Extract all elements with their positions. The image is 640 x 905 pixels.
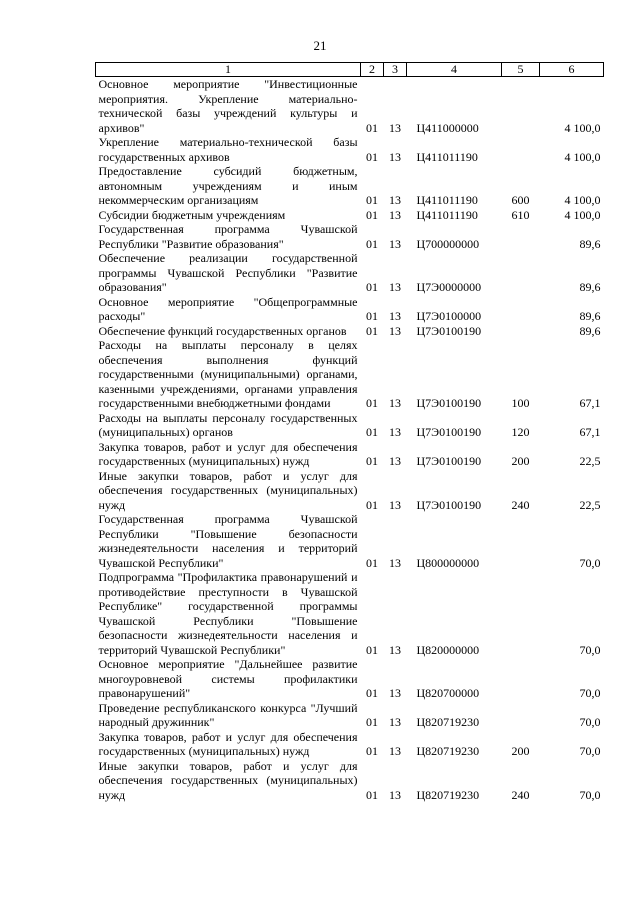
row-section: 01 [366,787,378,802]
row-section: 01 [366,207,378,222]
row-expense-type [502,222,540,251]
row-expense-type [502,251,540,295]
row-target-item: Ц7Э0000000 [416,280,482,294]
table-row [96,701,604,730]
row-target-item: Ц820000000 [416,642,480,657]
row-subsection: 13 [389,686,401,700]
row-name: Обеспечение реализации государственной программы Чувашской Республики "Развитие образования" [98,251,358,294]
row-amount: 89,6 [579,280,601,294]
row-expense-type [502,570,540,657]
table-row [96,338,604,411]
row-expense-type: 610 [511,207,530,222]
row-amount: 4 100,0 [564,149,601,164]
row-name: Государственная программа Чувашской Республики "Развитие образования" [98,222,358,251]
row-amount: 89,6 [579,323,601,338]
row-subsection: 13 [389,425,401,439]
header-col-2: 2 [361,63,384,77]
row-target-item: Ц7Э0100190 [416,497,482,512]
row-name: Иные закупки товаров, работ и услуг для обеспечения государственных (муниципальных) нужд [98,468,358,512]
row-section: 01 [366,120,378,135]
row-subsection: 13 [389,323,401,338]
row-target-item: Ц800000000 [416,555,480,570]
table-row [96,251,604,295]
table-row [96,657,604,701]
row-amount: 4 100,0 [564,207,601,222]
row-name: Государственная программа Чувашской Республики "Повышение безопасности жизнедеятельности населения и территорий Чувашской Республики" [98,512,358,570]
table-row [96,77,604,136]
row-amount: 70,0 [579,715,601,729]
row-expense-type: 200 [511,744,530,758]
table-row [96,570,604,657]
row-section: 01 [366,425,378,439]
table-row [96,324,604,339]
row-section: 01 [366,555,378,570]
row-name: Иные закупки товаров, работ и услуг для обеспечения государственных (муниципальных) нужд [98,758,358,802]
row-amount: 89,6 [579,236,601,251]
row-name: Предоставление субсидий бюджетным, автономным учреждениям и иным некоммерческим организациям [98,164,358,207]
row-target-item: Ц411000000 [416,120,479,135]
row-amount: 4 100,0 [564,120,601,135]
table-row [96,440,604,469]
row-name: Расходы на выплаты персоналу государственных (муниципальных) органов [98,410,358,439]
header-col-3: 3 [384,63,407,77]
row-subsection: 13 [389,309,401,323]
row-name: Обеспечение функций государственных органов [98,323,347,338]
row-amount: 89,6 [579,309,601,323]
row-name: Основное мероприятие "Общепрограммные расходы" [98,294,358,323]
row-name: Закупка товаров, работ и услуг для обеспечения государственных (муниципальных) нужд [98,439,358,468]
row-expense-type [502,77,540,136]
row-expense-type [502,701,540,730]
row-amount: 70,0 [579,642,601,657]
row-target-item: Ц7Э0100190 [416,396,482,410]
row-section: 01 [366,744,378,758]
row-target-item: Ц820700000 [416,686,480,700]
row-target-item: Ц820719230 [416,715,480,729]
row-subsection: 13 [389,193,401,207]
row-subsection: 13 [389,715,401,729]
row-amount: 70,0 [579,744,601,758]
row-amount: 22,5 [579,497,601,512]
table-row [96,295,604,324]
row-subsection: 13 [389,280,401,294]
row-target-item: Ц411011190 [416,149,478,164]
table-row [96,135,604,164]
row-subsection: 13 [389,787,401,802]
row-subsection: 13 [389,120,401,135]
row-section: 01 [366,454,378,468]
row-target-item: Ц7Э0100190 [416,425,482,439]
row-subsection: 13 [389,642,401,657]
row-section: 01 [366,497,378,512]
row-expense-type: 600 [511,193,530,207]
table-row [96,469,604,513]
row-section: 01 [366,396,378,410]
header-col-6: 6 [540,63,604,77]
row-name: Расходы на выплаты персоналу в целях обеспечения выполнения функций государственными (муниципальными) органами, казенными учреждениями, органами управления государственными внебюджетными фондами [98,338,358,410]
row-name: Проведение республиканского конкурса "Лучший народный дружинник" [98,700,358,729]
table-row [96,411,604,440]
row-expense-type: 240 [511,787,530,802]
row-target-item: Ц7Э0100190 [416,323,482,338]
row-amount: 22,5 [579,454,601,468]
row-target-item: Ц411011190 [416,193,478,207]
row-name: Субсидии бюджетным учреждениям [98,207,286,222]
header-col-1: 1 [96,63,361,77]
row-expense-type: 100 [511,396,530,410]
row-expense-type [502,512,540,570]
row-target-item: Ц411011190 [416,207,478,222]
row-amount: 4 100,0 [564,193,601,207]
row-section: 01 [366,642,378,657]
table-row [96,208,604,223]
row-amount: 67,1 [579,425,601,439]
table-row [96,222,604,251]
row-subsection: 13 [389,454,401,468]
row-target-item: Ц700000000 [416,236,480,251]
row-expense-type: 200 [511,454,530,468]
table-row [96,512,604,570]
table-row [96,730,604,759]
row-subsection: 13 [389,555,401,570]
row-subsection: 13 [389,396,401,410]
row-target-item: Ц820719230 [416,787,480,802]
header-row [96,63,604,77]
row-expense-type: 120 [511,425,530,439]
row-section: 01 [366,149,378,164]
row-expense-type [502,135,540,164]
header-col-5: 5 [502,63,540,77]
row-target-item: Ц7Э0100000 [416,309,482,323]
row-subsection: 13 [389,744,401,758]
row-section: 01 [366,309,378,323]
row-name: Основное мероприятие "Дальнейшее развитие многоуровневой системы профилактики правонарушений" [98,657,358,700]
page-number: 21 [313,38,327,53]
header-col-4: 4 [407,63,502,77]
row-name: Закупка товаров, работ и услуг для обеспечения государственных (муниципальных) нужд [98,729,358,758]
row-section: 01 [366,715,378,729]
table-row [96,759,604,803]
row-name: Укрепление материально-технической базы государственных архивов [98,135,358,164]
row-target-item: Ц820719230 [416,744,480,758]
table-row [96,164,604,208]
row-subsection: 13 [389,207,401,222]
row-name: Подпрограмма "Профилактика правонарушений и противодействие преступности в Чувашской Республике" государственной программы Чувашской Республики "Повышение безопасности жизнедеятельности населения и территорий Чувашской Республики" [98,570,358,657]
row-expense-type [502,657,540,701]
row-expense-type: 240 [511,497,530,512]
row-amount: 67,1 [579,396,601,410]
row-amount: 70,0 [579,555,601,570]
row-amount: 70,0 [579,686,601,700]
row-section: 01 [366,280,378,294]
row-subsection: 13 [389,236,401,251]
row-subsection: 13 [389,497,401,512]
row-expense-type [502,324,540,339]
row-amount: 70,0 [579,787,601,802]
row-subsection: 13 [389,149,401,164]
row-name: Основное мероприятие "Инвестиционные мероприятия. Укрепление материально-технической базы учреждений культуры и архивов" [98,77,358,135]
row-expense-type [502,295,540,324]
row-section: 01 [366,686,378,700]
row-section: 01 [366,236,378,251]
budget-table [95,62,604,802]
row-section: 01 [366,193,378,207]
row-section: 01 [366,323,378,338]
row-target-item: Ц7Э0100190 [416,454,482,468]
